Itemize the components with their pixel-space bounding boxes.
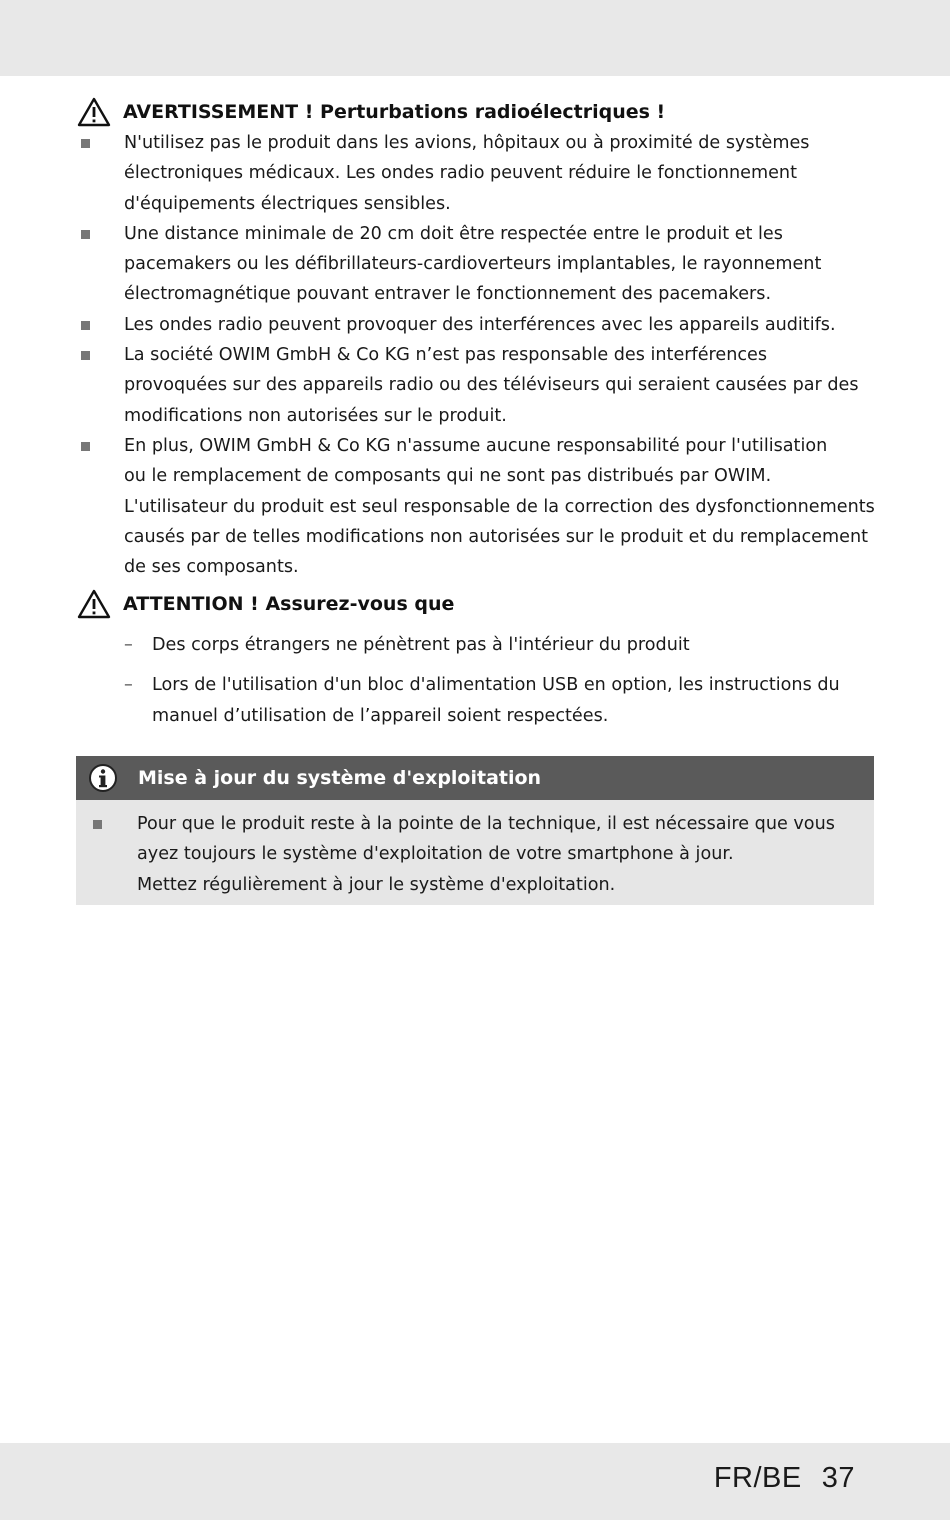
square-bullet-icon [81, 442, 90, 451]
list-item: La société OWIM GmbH & Co KG n’est pas responsable des interférences provoquées sur des appareils radio ou des téléviseurs qui seraient causées par des modifications non autorisées sur le produit. [77, 340, 875, 431]
dash-bullet-icon: – [124, 635, 133, 655]
list-item: – Lors de l'utilisation d'un bloc d'alimentation USB en option, les instructions du manuel d’utilisation de l’appareil soient respectées. [124, 670, 840, 731]
list-item: Les ondes radio peuvent provoquer des interférences avec les appareils auditifs. [77, 310, 875, 340]
square-bullet-icon [81, 351, 90, 360]
square-bullet-icon [93, 820, 102, 829]
info-box [76, 756, 874, 905]
attention-title: ATTENTION ! Assurez-vous que [123, 593, 455, 615]
warning-bullet-list [77, 128, 875, 582]
page-footer [714, 1462, 855, 1495]
list-item: N'utilisez pas le produit dans les avions, hôpitaux ou à proximité de systèmes électroniques médicaux. Les ondes radio peuvent réduire le fonctionnement d'équipements électriques sensibles. [77, 128, 875, 219]
list-item: – Des corps étrangers ne pénètrent pas à l'intérieur du produit [124, 630, 840, 660]
footer-locale: FR/BE [713, 1462, 802, 1494]
attention-heading [77, 589, 454, 619]
square-bullet-icon [81, 230, 90, 239]
warning-title: AVERTISSEMENT ! Perturbations radioélectriques ! [123, 101, 666, 123]
list-item: Pour que le produit reste à la pointe de la technique, il est nécessaire que vous ayez toujours le système d'exploitation de votre smartphone à jour. Mettez régulièrement à jour le système d'exploitation. [89, 809, 835, 900]
page-number: 37 [821, 1462, 855, 1494]
info-box-list [89, 809, 835, 900]
warning-triangle-icon [77, 589, 111, 619]
dash-bullet-icon: – [124, 675, 133, 696]
attention-dash-list [124, 630, 840, 741]
info-box-title: Mise à jour du système d'exploitation [138, 767, 542, 789]
square-bullet-icon [81, 321, 90, 330]
warning-heading [77, 97, 665, 127]
list-item: Une distance minimale de 20 cm doit être respectée entre le produit et les pacemakers ou les défibrillateurs-cardioverteurs implantables, le rayonnement électromagnétique pouvant entraver le fonctionnement des pacemakers. [77, 219, 875, 310]
header-band [0, 0, 950, 76]
list-item: En plus, OWIM GmbH & Co KG n'assume aucune responsabilité pour l'utilisation ou le remplacement de composants qui ne sont pas distribués par OWIM. L'utilisateur du produit est seul responsable de la correction des dysfonctionnements causés par de telles modifications non autorisées sur le produit et du remplacement de ses composants. [77, 431, 875, 582]
warning-triangle-icon [77, 97, 111, 127]
info-box-header [76, 756, 874, 800]
info-circle-icon [88, 763, 118, 793]
square-bullet-icon [81, 139, 90, 148]
